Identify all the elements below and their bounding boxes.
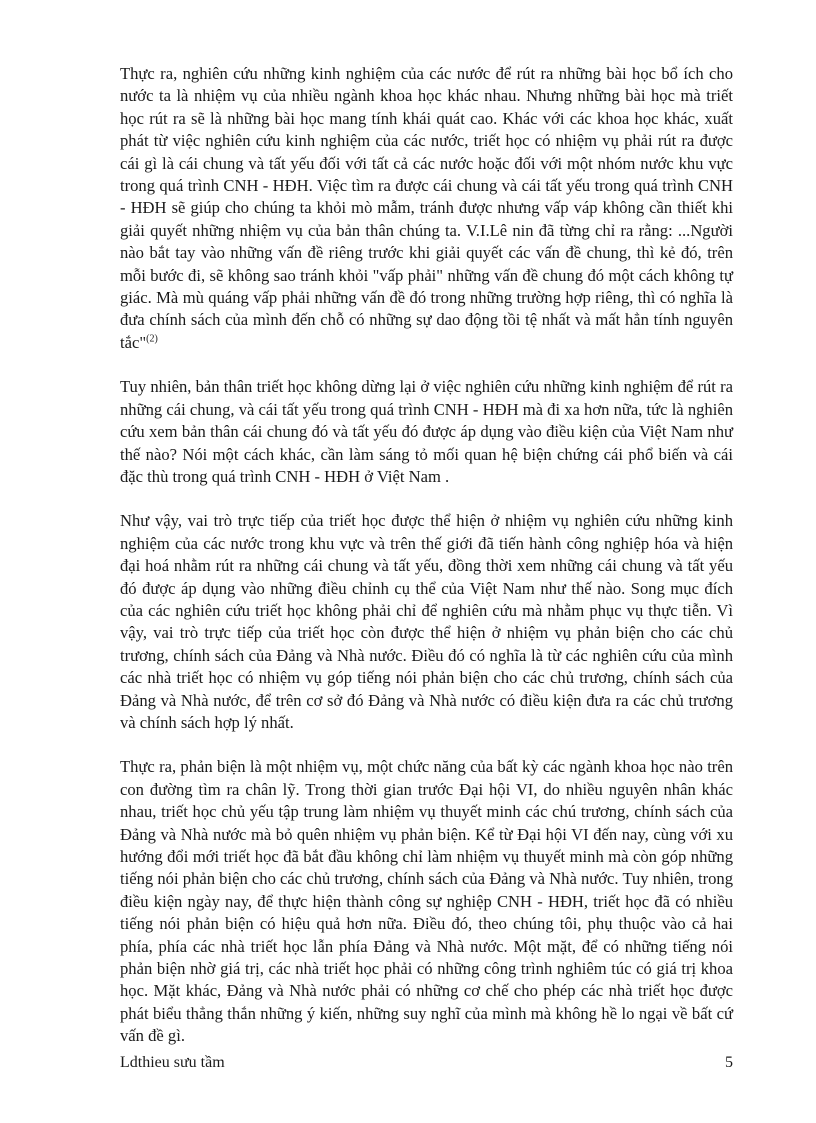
page-footer [120, 1054, 733, 1072]
paragraph-1 [120, 63, 733, 354]
paragraph-3: Như vậy, vai trò trực tiếp của triết học được thể hiện ở nhiệm vụ nghiên cứu những kinh nghiệm của các nước trong khu vực và trên thế giới đã tiến hành công nghiệp hóa và hiện đại hoá nhằm rút ra những cái chung và tất yếu, đồng thời xem những cái chung và tất yếu đó được áp dụng vào những điều chỉnh cụ thể của Việt Nam như thế nào. Song mục đích của các nghiên cứu triết học không phải chỉ để nghiên cứu mà nhằm phục vụ thực tiễn. Vì vậy, vai trò trực tiếp của triết học còn được thể hiện ở nhiệm vụ phản biện cho các chủ trương, chính sách của Đảng và Nhà nước. Điều đó có nghĩa là từ các nghiên cứu của mình các nhà triết học có nhiệm vụ góp tiếng nói phản biện cho các chủ trương, chính sách của Đảng và Nhà nước, để trên cơ sở đó Đảng và Nhà nước có điều kiện đưa ra các chủ trương và chính sách hợp lý nhất. [120, 511, 733, 732]
page-number: 5 [725, 1054, 733, 1071]
footnote-marker: (2) [146, 333, 158, 345]
footer-credit: Ldthieu sưu tầm [120, 1054, 225, 1071]
paragraph-2: Tuy nhiên, bản thân triết học không dừng lại ở việc nghiên cứu những kinh nghiệm để rút ra những cái chung, và cái tất yếu trong quá trình CNH - HĐH mà đi xa hơn nữa, tức là nghiên cứu xem bản thân cái chung đó và tất yếu đó được áp dụng vào điều kiện của Việt Nam như thế nào? Nói một cách khác, cần làm sáng tỏ mối quan hệ biện chứng cái phổ biến và cái đặc thù trong quá trình CNH - HĐH ở Việt Nam . [120, 377, 733, 486]
paragraph-4: Thực ra, phản biện là một nhiệm vụ, một chức năng của bất kỳ các ngành khoa học nào trên con đường tìm ra chân lỹ. Trong thời gian trước Đại hội VI, do nhiều nguyên nhân khác nhau, triết học chủ yếu tập trung làm nhiệm vụ thuyết minh các chú trương, chính sách của Đảng và Nhà nước mà bỏ quên nhiệm vụ phản biện. Kể từ Đại hội VI đến nay, cùng với xu hướng đổi mới triết học đã bắt đầu không chỉ làm nhiệm vụ thuyết minh mà còn góp những tiếng nói phản biện cho các chủ trương, chính sách của Đảng và Nhà nước. Tuy nhiên, trong điều kiện ngày nay, để thực hiện thành công sự nghiệp CNH - HĐH, triết học đã có nhiều tiếng nói phản biện có hiệu quả hơn nữa. Điều đó, theo chúng tôi, phụ thuộc vào cả hai phía, phía các nhà triết học lẫn phía Đảng và Nhà nước. Một mặt, để có những tiếng nói phản biện nhờ giá trị, các nhà triết học phải có những công trình nghiêm túc có giá trị khoa học. Mặt khác, Đảng và Nhà nước phải có những cơ chế cho phép các nhà triết học được phát biểu thẳng thắn những ý kiến, những suy nghĩ của mình mà không hề lo ngại về bất cứ vấn đề gì. [120, 757, 733, 1046]
paragraph-1-text: Thực ra, nghiên cứu những kinh nghiệm của các nước để rút ra những bài học bổ ích cho nước ta là nhiệm vụ của nhiều ngành khoa học khác nhau. Nhưng những bài học mà triết học rút ra sẽ là những bài học mang tính khái quát cao. Khác với các khoa học khác, xuất phát từ việc nghiên cứu kinh nghiệm của các nước, triết học có nhiệm vụ phải rút ra được cái gì là cái chung và tất yếu đối với tất cả các nước hoặc đối với một nhóm nước khu vực trong quá trình CNH - HĐH. Việc tìm ra được cái chung và cái tất yếu trong quá trình CNH - HĐH sẽ giúp cho chúng ta khỏi mò mẫm, tránh được nhưng vấp váp không cần thiết khi giải quyết những nhiệm vụ của bản thân chúng ta. V.I.Lê nin đã từng chỉ ra rằng: ...Người nào bắt tay vào những vấn đề riêng trước khi giải quyết các vấn đề chung, thì kẻ đó, trên mỗi bước đi, sẽ không sao tránh khỏi "vấp phải" những vấn đề chung đó một cách không tự giác. Mà mù quáng vấp phải những vấn đề đó trong những trường hợp riêng, thì có nghĩa là đưa chính sách của mình đến chỗ có những sự dao động tồi tệ nhất và mất hẳn tính nguyên tắc" [120, 64, 733, 352]
page-body [120, 63, 733, 1070]
